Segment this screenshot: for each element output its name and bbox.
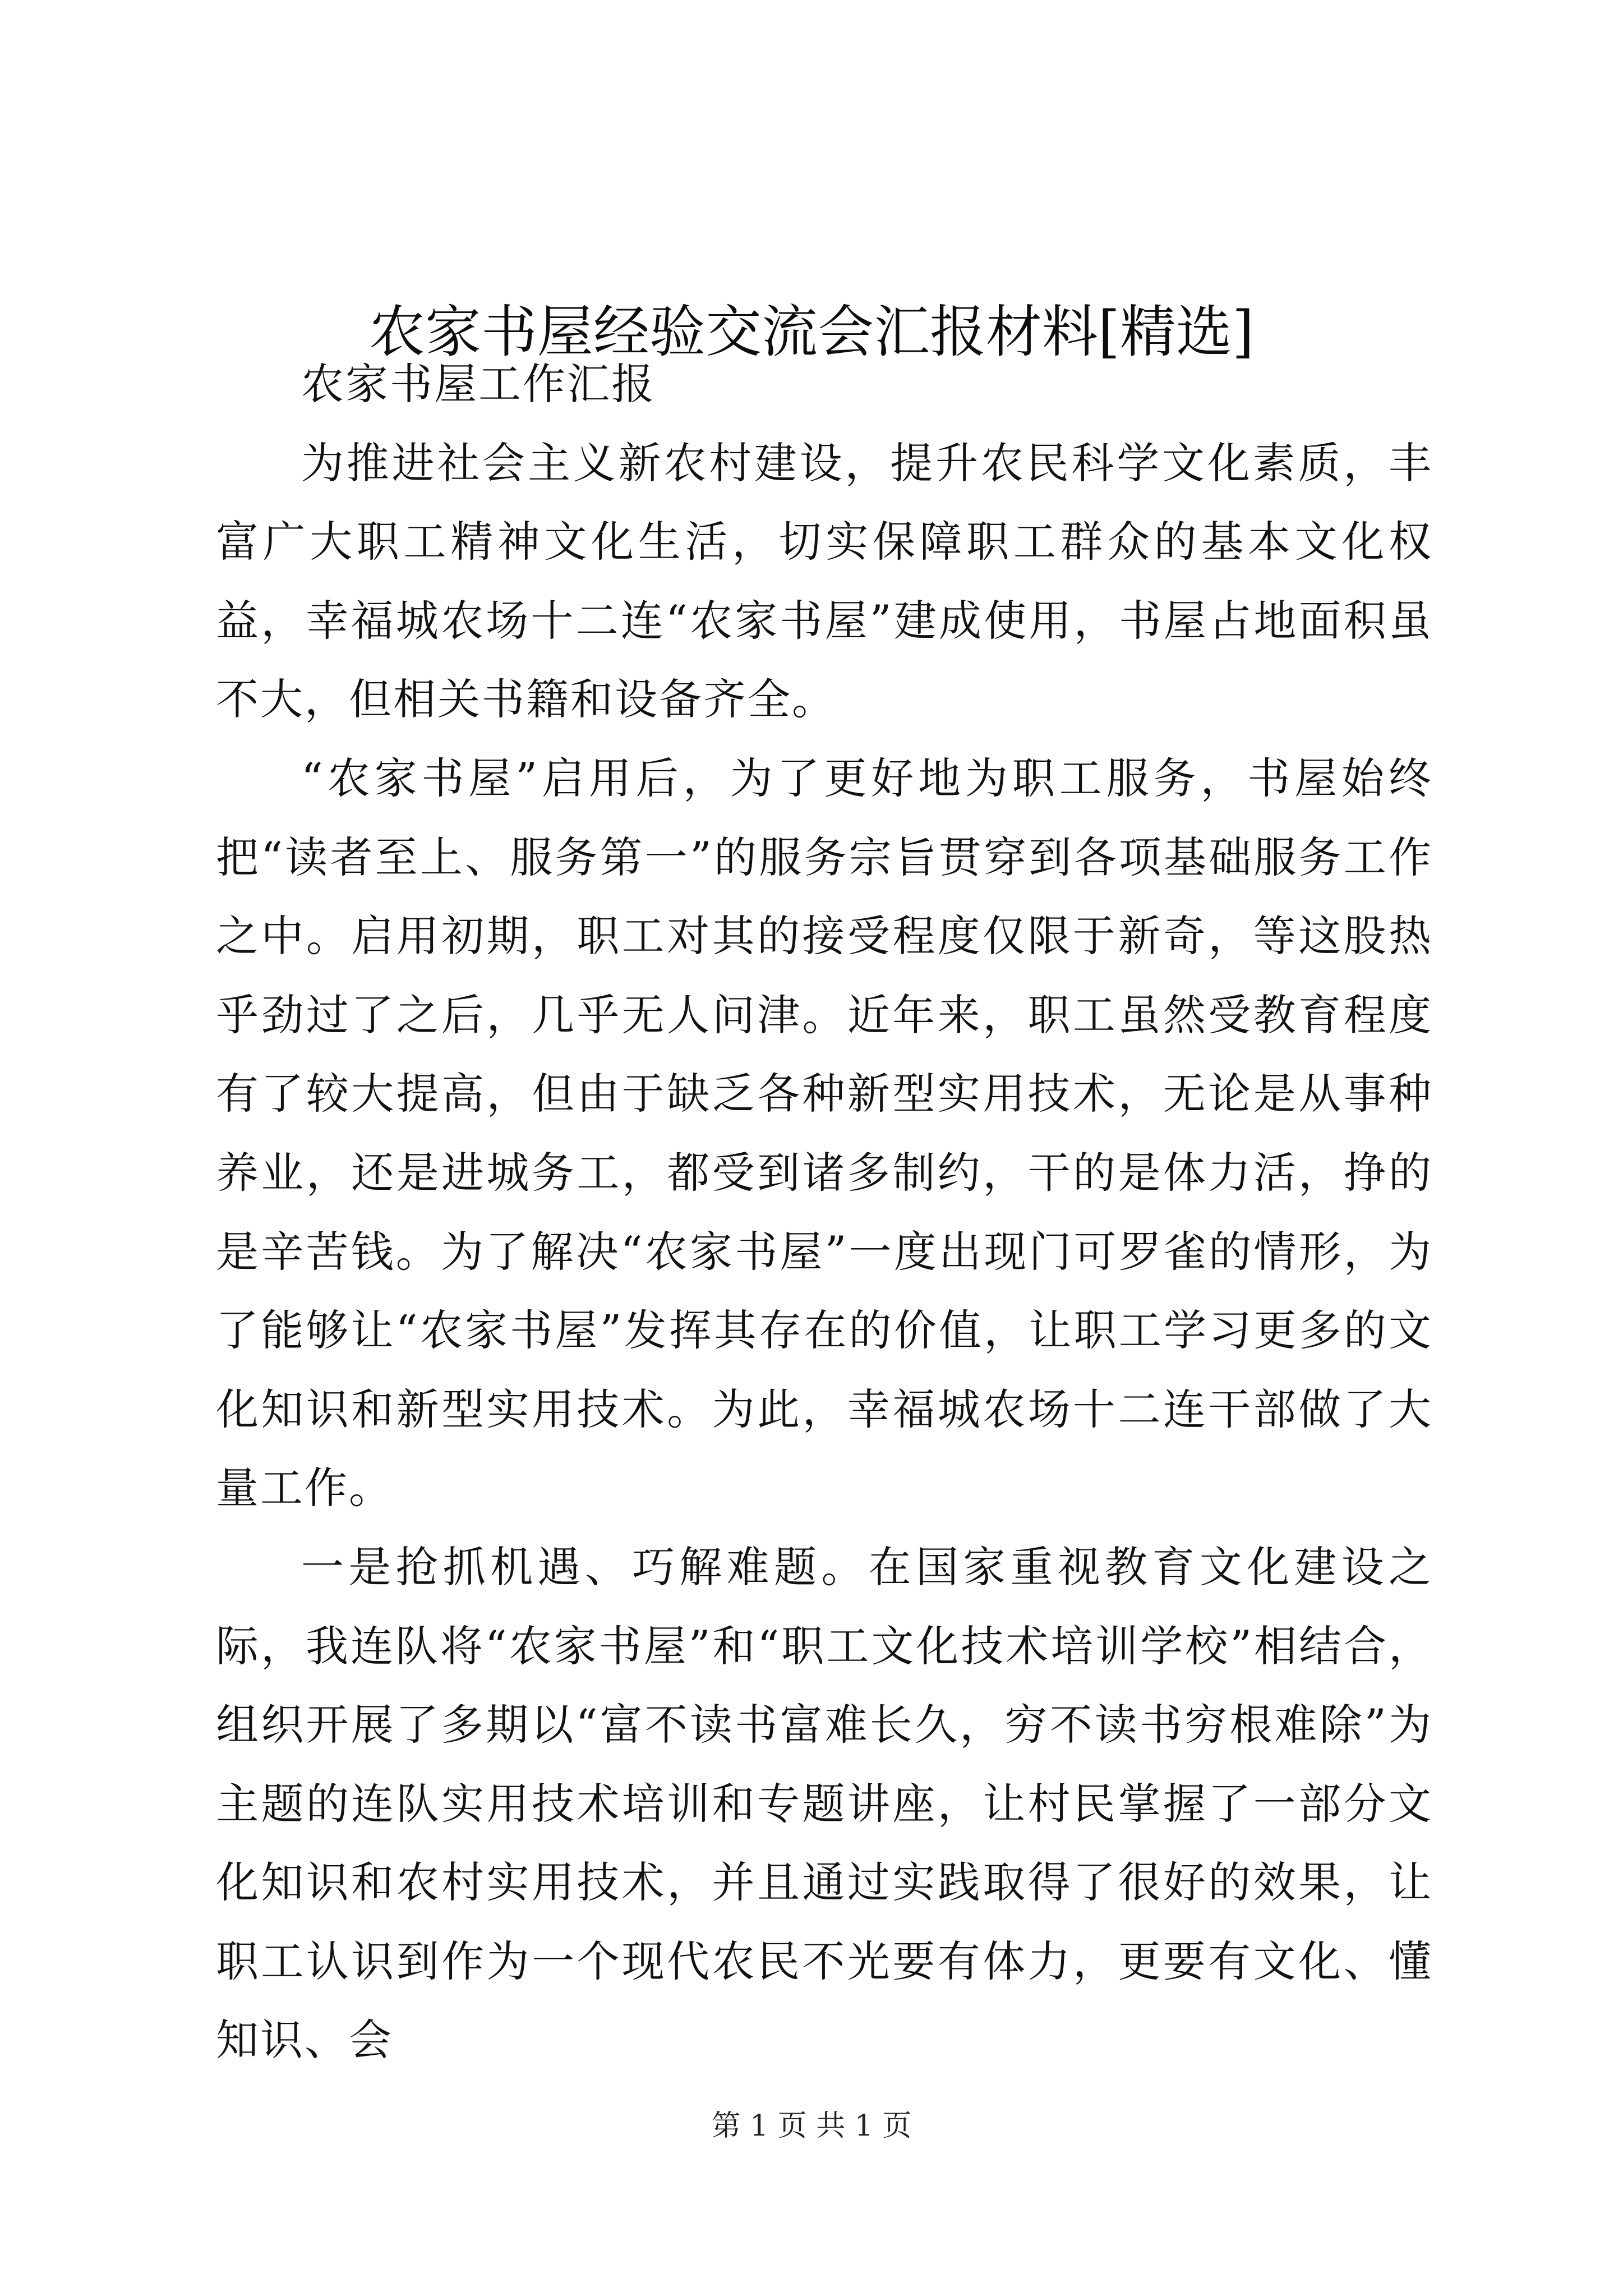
- document-title: 农家书屋经验交流会汇报材料[精选]: [368, 299, 1255, 365]
- body-paragraph-1: 为推进社会主义新农村建设，提升农民科学文化素质，丰富广大职工精神文化生活，切实保障职工群众的基本文化权益，幸福城农场十二连“农家书屋”建成使用，书屋占地面积虽不大，但相关书籍和设备齐全。: [216, 438, 1433, 725]
- page-number-footer: 第 1 页 共 1 页: [711, 2109, 912, 2143]
- body-paragraph-3: 一是抢抓机遇、巧解难题。在国家重视教育文化建设之际，我连队将“农家书屋”和“职工文化技术培训学校”相结合，组织开展了多期以“富不读书富难长久，穷不读书穷根难除”为主题的连队实用技术培训和专题讲座，让村民掌握了一部分文化知识和农村实用技术，并且通过实践取得了很好的效果，让职工认识到作为一个现代农民不光要有体力，更要有文化、懂知识、会: [216, 1542, 1433, 2065]
- body-paragraph-2: “农家书屋”启用后，为了更好地为职工服务，书屋始终把“读者至上、服务第一”的服务宗旨贯穿到各项基础服务工作之中。启用初期，职工对其的接受程度仅限于新奇，等这股热乎劲过了之后，几乎无人问津。近年来，职工虽然受教育程度有了较大提高，但由于缺乏各种新型实用技术，无论是从事种养业，还是进城务工，都受到诸多制约，干的是体力活，挣的是辛苦钱。为了解决“农家书屋”一度出现门可罗雀的情形，为了能够让“农家书屋”发挥其存在的价值，让职工学习更多的文化知识和新型实用技术。为此，幸福城农场十二连干部做了大量工作。: [216, 753, 1433, 1513]
- document-body: [216, 345, 1433, 2080]
- document-subtitle: 农家书屋工作汇报: [301, 359, 656, 409]
